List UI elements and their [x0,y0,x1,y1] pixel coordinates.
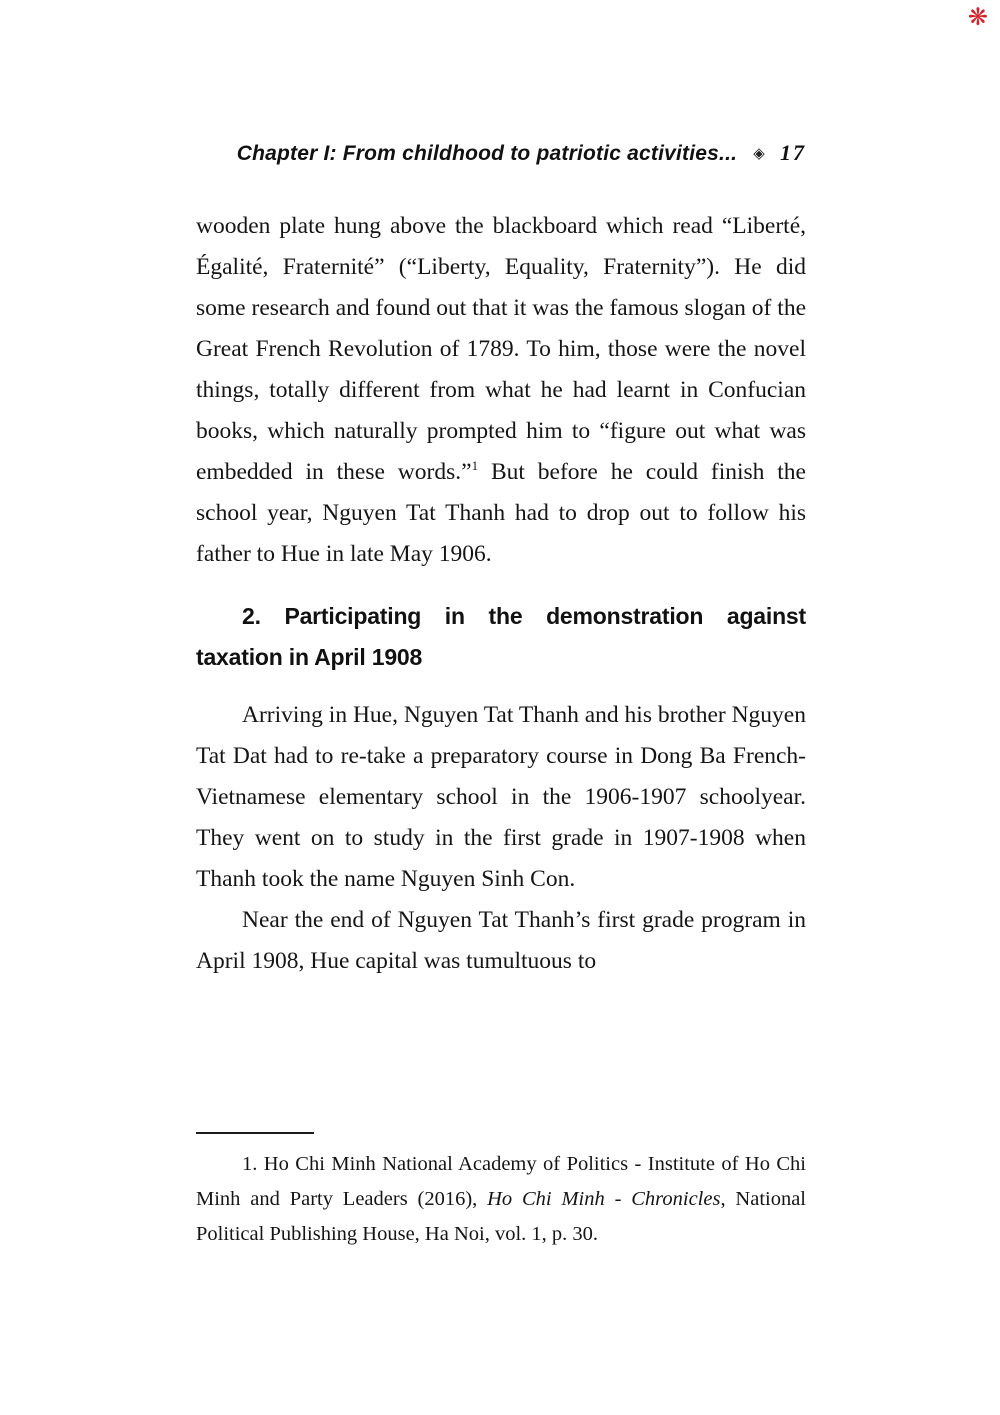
paragraph-continuation [196,206,806,575]
footnote-book-title: Ho Chi Minh - Chronicles [487,1188,721,1210]
page-content [196,140,806,982]
diamond-separator-icon: ◈ [753,144,765,162]
paragraph-text: wooden plate hung above the blackboard which read “Liberté, Égalité, Fraternité” (“Liberty, Equality, Fraternity”). He did some research and found out that it was the famous slogan of the Great French Revolution of 1789. To him, those were the novel things, totally different from what he had learnt in Confucian books, which naturally prompted him to “figure out what was embedded in these words.” [196,213,806,485]
running-header [196,140,806,168]
footnote-area [196,1132,806,1252]
footnote-text: , National Political Publishing House, Ha Noi, vol. 1, p. 30. [196,1188,807,1245]
flower-ornament-icon: ❋ [967,3,988,31]
footnote-reference-1: 1 [471,458,479,474]
chapter-header-title: Chapter I: From childhood to patriotic activities... [236,142,738,165]
page-number: 17 [780,140,806,165]
section-heading: 2. Participating in the demonstration against taxation in April 1908 [196,603,806,670]
paragraph: Near the end of Nguyen Tat Thanh’s first grade program in April 1908, Hue capital was tumultuous to [196,907,806,974]
paragraph-text: But before he could finish the school year, Nguyen Tat Thanh had to drop out to follow his father to Hue in late May 1906. [196,459,806,567]
footnote [196,1147,806,1252]
footnote-text: 1. Ho Chi Minh National Academy of Politics - Institute of Ho Chi Minh and Party Leaders (2016), [196,1153,806,1210]
footnote-separator-rule [196,1132,314,1134]
paragraph: Arriving in Hue, Nguyen Tat Thanh and his brother Nguyen Tat Dat had to re-take a preparatory course in Dong Ba French-Vietnamese elementary school in the 1906-1907 schoolyear. They went on to study in the first grade in 1907-1908 when Thanh took the name Nguyen Sinh Con. [196,702,806,892]
